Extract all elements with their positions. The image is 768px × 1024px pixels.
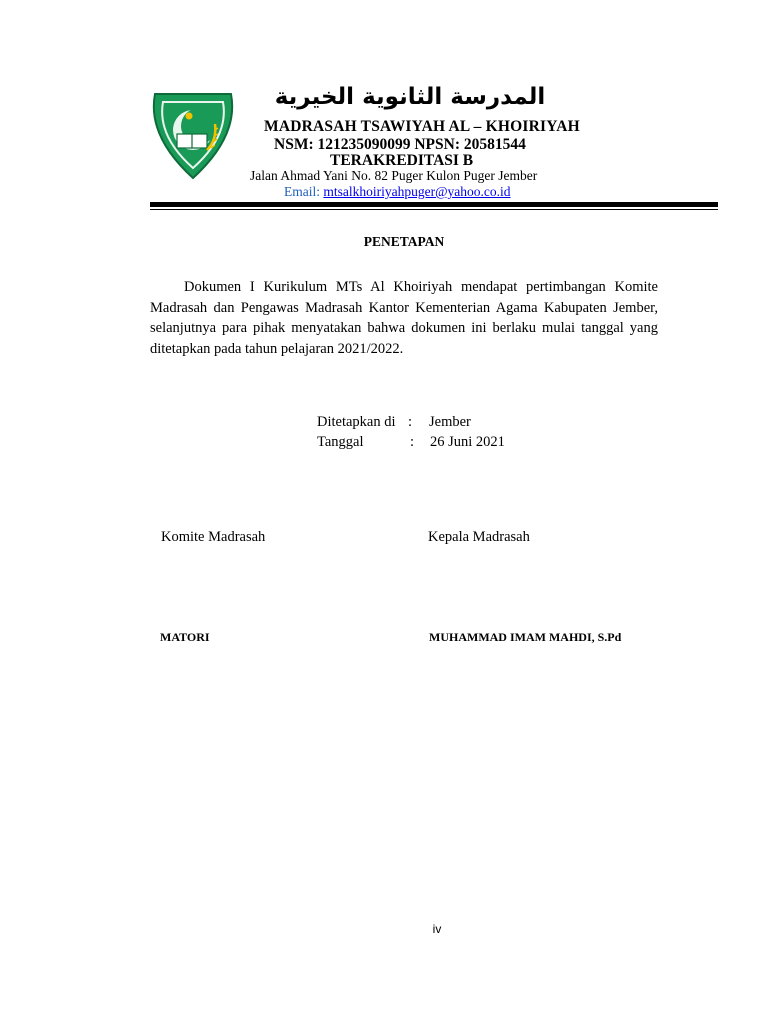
date-label: Tanggal	[317, 434, 364, 450]
accreditation: TERAKREDITASI B	[330, 152, 474, 169]
school-logo	[145, 90, 241, 182]
arabic-school-name: المدرسة الثانوية الخيرية	[274, 84, 546, 110]
letterhead-rule-thin	[150, 209, 718, 210]
nsm-npsn: NSM: 121235090099 NPSN: 20581544	[274, 136, 526, 153]
document-title: PENETAPAN	[363, 234, 445, 249]
school-address: Jalan Ahmad Yani No. 82 Puger Kulon Puger Jember	[250, 168, 538, 183]
committee-signature-title: Komite Madrasah	[161, 529, 266, 545]
place-value: Jember	[429, 414, 471, 430]
letterhead-rule-thick	[150, 202, 718, 207]
email-label: Email:	[284, 184, 324, 199]
headmaster-signature-title: Kepala Madrasah	[428, 529, 530, 545]
email-link[interactable]: mtsalkhoiriyahpuger@yahoo.co.id	[323, 184, 511, 199]
school-name: MADRASAH TSAWIYAH AL – KHOIRIYAH	[264, 118, 580, 135]
place-separator: :	[408, 414, 413, 430]
committee-signatory-name: MATORI	[160, 630, 210, 644]
place-label: Ditetapkan di	[317, 414, 396, 430]
page-number: iv	[432, 922, 442, 936]
date-value: 26 Juni 2021	[430, 434, 505, 450]
date-separator: :	[410, 434, 415, 450]
document-paragraph: Dokumen I Kurikulum MTs Al Khoiriyah mendapat pertimbangan Komite Madrasah dan Pengawas Madrasah Kantor Kementerian Agama Kabupaten Jember, selanjutnya para pihak menyatakan bahwa dokumen ini berlaku mulai tanggal yang ditetapkan pada tahun pelajaran 2021/2022.	[150, 279, 658, 357]
email-line	[284, 184, 511, 200]
headmaster-signatory-name: MUHAMMAD IMAM MAHDI, S.Pd	[429, 630, 622, 644]
